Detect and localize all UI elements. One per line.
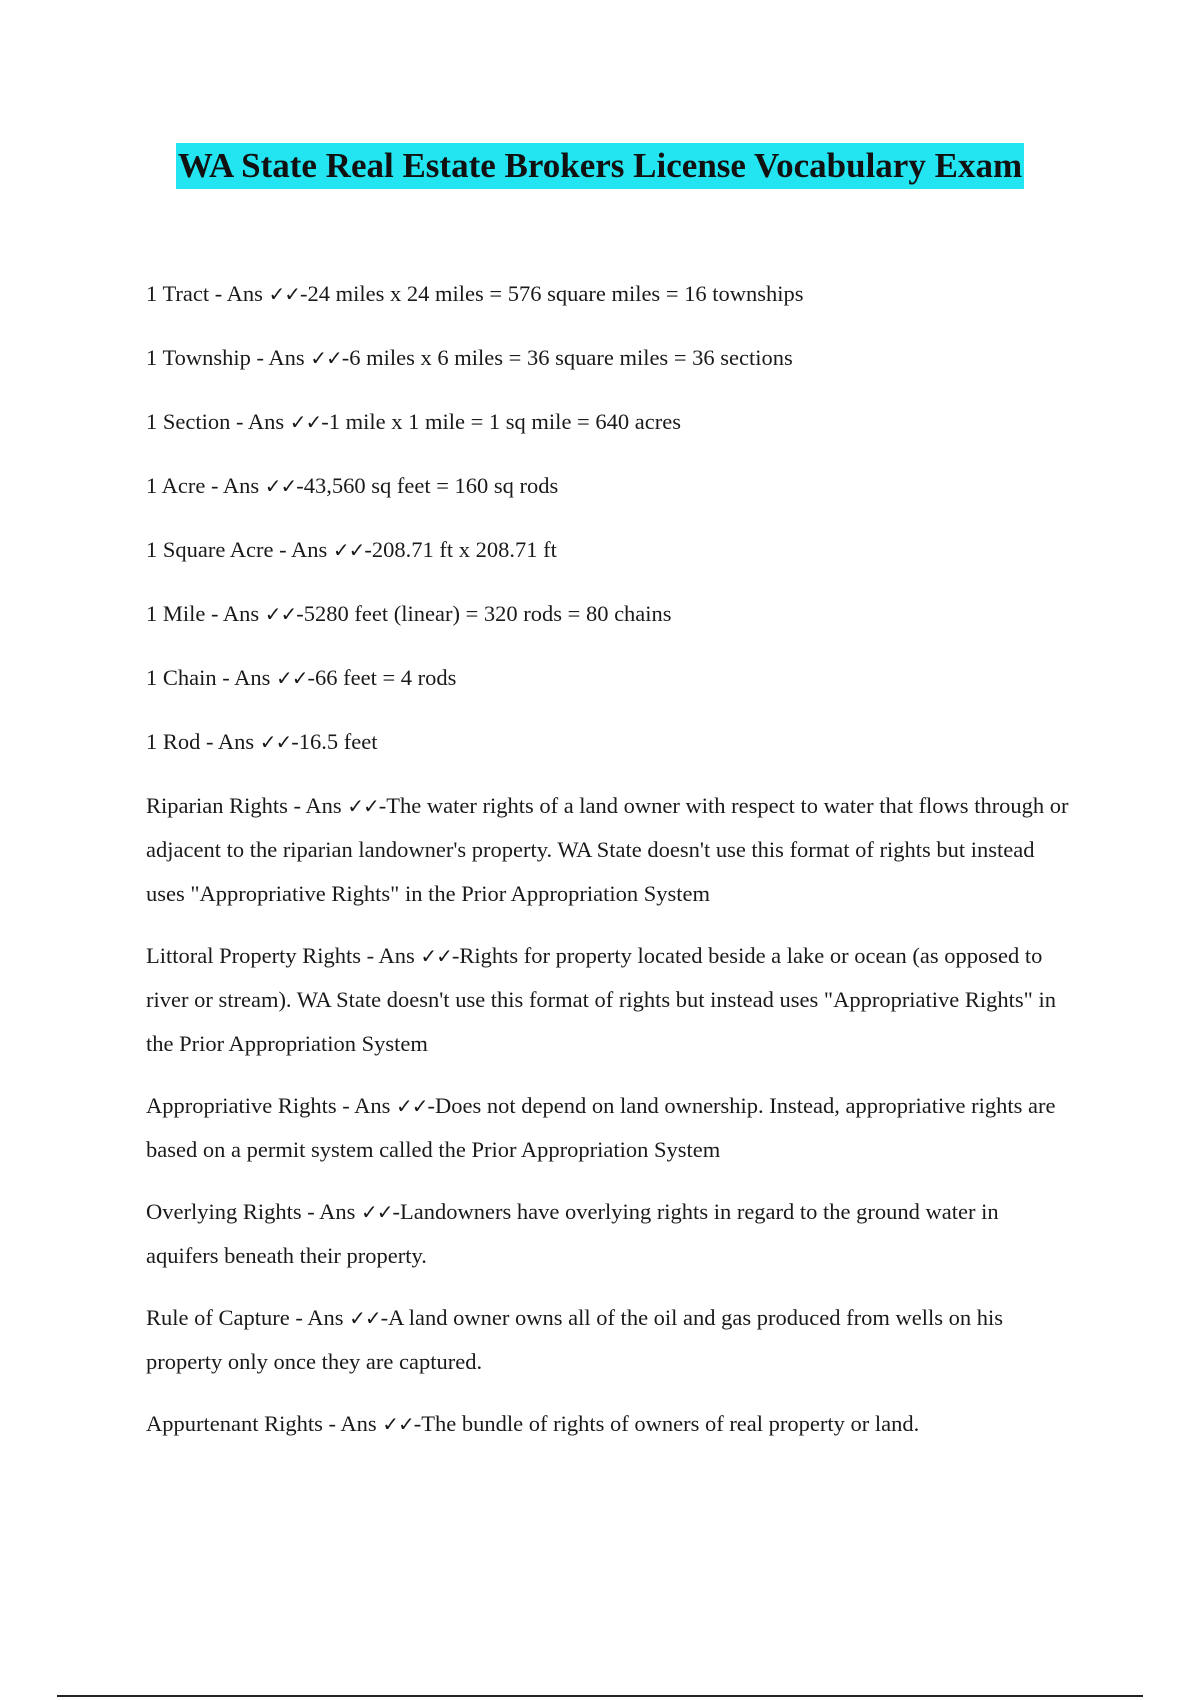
check-mark-icon: ✓✓ [395, 1094, 428, 1118]
check-mark-icon: ✓✓ [382, 1412, 414, 1436]
check-mark-icon: ✓✓ [332, 538, 365, 562]
vocab-term: 1 Section - Ans [146, 409, 290, 434]
vocabulary-list [146, 272, 1076, 1466]
vocab-entry [146, 336, 1076, 380]
vocab-term: 1 Square Acre - Ans [146, 537, 333, 562]
vocab-definition: -6 miles x 6 miles = 36 square miles = 36 sections [341, 345, 793, 370]
vocab-entry [146, 784, 1076, 916]
vocab-term: 1 Mile - Ans [146, 601, 265, 626]
vocab-entry [146, 1190, 1076, 1278]
vocab-definition: -Does not depend on land ownership. Instead, appropriative rights are based on a permit system called the Prior Appropriation System [146, 1093, 1056, 1162]
check-mark-icon: ✓✓ [289, 410, 322, 434]
vocab-entry [146, 400, 1076, 444]
vocab-term: Riparian Rights - Ans [146, 793, 348, 818]
vocab-definition: -Landowners have overlying rights in regard to the ground water in aquifers beneath their property. [146, 1199, 999, 1268]
vocab-definition: -208.71 ft x 208.71 ft [364, 537, 557, 562]
vocab-definition: -43,560 sq feet = 160 sq rods [296, 473, 559, 498]
vocab-entry [146, 528, 1076, 572]
check-mark-icon: ✓✓ [276, 666, 308, 690]
vocab-term: 1 Acre - Ans [146, 473, 265, 498]
check-mark-icon: ✓✓ [264, 602, 297, 626]
bottom-divider [57, 1695, 1143, 1697]
vocab-term: 1 Chain - Ans [146, 665, 277, 690]
vocab-term: 1 Township - Ans [146, 345, 311, 370]
vocab-entry [146, 592, 1076, 636]
vocab-definition: -66 feet = 4 rods [307, 665, 457, 690]
vocab-definition: -24 miles x 24 miles = 576 square miles = 16 townships [300, 281, 804, 306]
check-mark-icon: ✓✓ [264, 474, 297, 498]
vocab-term: Rule of Capture - Ans [146, 1305, 350, 1330]
check-mark-icon: ✓✓ [347, 794, 379, 818]
vocab-definition: -16.5 feet [291, 729, 378, 754]
vocab-term: Appurtenant Rights - Ans [146, 1411, 383, 1436]
check-mark-icon: ✓✓ [420, 944, 452, 968]
vocab-term: Littoral Property Rights - Ans [146, 943, 421, 968]
page-title: WA State Real Estate Brokers License Vocabulary Exam [176, 143, 1024, 189]
vocab-term: Appropriative Rights - Ans [146, 1093, 396, 1118]
vocab-entry [146, 1296, 1076, 1384]
vocab-term: 1 Tract - Ans [146, 281, 269, 306]
vocab-entry [146, 934, 1076, 1066]
vocab-definition: -The water rights of a land owner with respect to water that flows through or adjacent to the riparian landowner's property. WA State doesn't use this format of rights but instead uses "Appropriative Rights" in the Prior Appropriation System [146, 793, 1069, 906]
vocab-entry [146, 720, 1076, 764]
vocab-definition: -5280 feet (linear) = 320 rods = 80 chains [296, 601, 672, 626]
vocab-entry [146, 272, 1076, 316]
vocab-entry [146, 1084, 1076, 1172]
check-mark-icon: ✓✓ [259, 730, 292, 754]
vocab-definition: -1 mile x 1 mile = 1 sq mile = 640 acres [321, 409, 681, 434]
check-mark-icon: ✓✓ [349, 1306, 381, 1330]
title-wrapper [0, 143, 1200, 189]
vocab-entry [146, 656, 1076, 700]
vocab-term: Overlying Rights - Ans [146, 1199, 362, 1224]
check-mark-icon: ✓✓ [310, 346, 342, 370]
check-mark-icon: ✓✓ [361, 1200, 393, 1224]
vocab-entry [146, 1402, 1076, 1446]
vocab-term: 1 Rod - Ans [146, 729, 260, 754]
vocab-definition: -A land owner owns all of the oil and gas produced from wells on his property only once they are captured. [146, 1305, 1003, 1374]
vocab-definition: -Rights for property located beside a lake or ocean (as opposed to river or stream). WA State doesn't use this format of rights but instead uses "Appropriative Rights" in the Prior Appropriation System [146, 943, 1056, 1056]
vocab-entry [146, 464, 1076, 508]
vocab-definition: -The bundle of rights of owners of real property or land. [413, 1411, 920, 1436]
check-mark-icon: ✓✓ [268, 282, 301, 306]
